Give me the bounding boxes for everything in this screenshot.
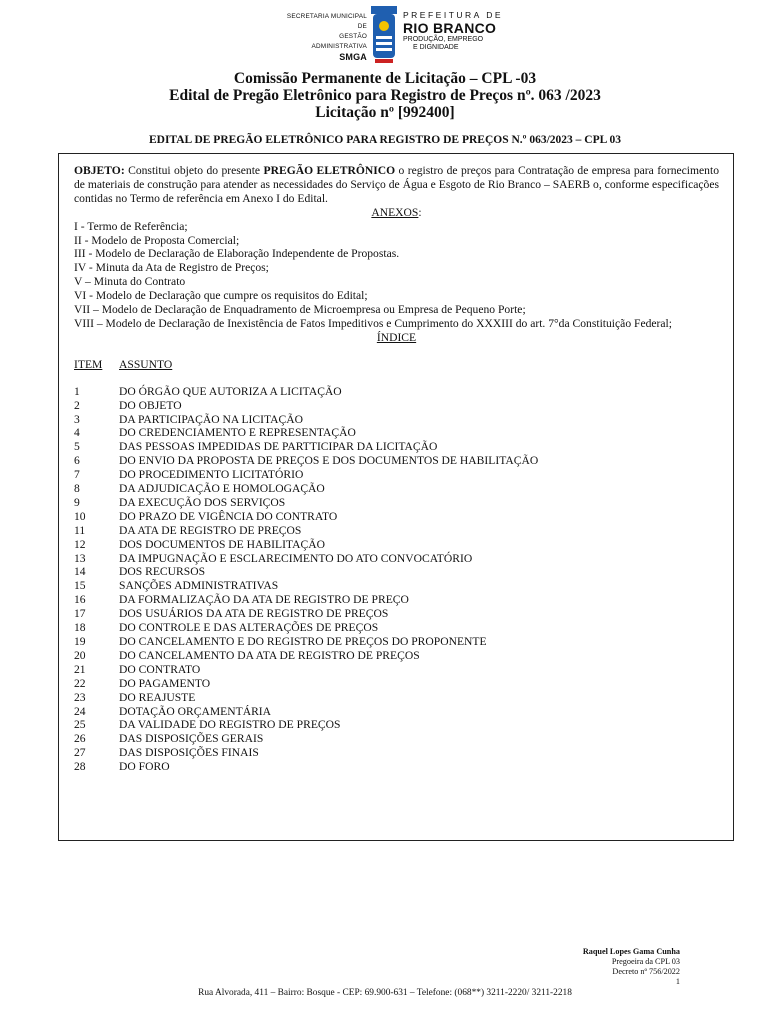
- indice-row-number: 17: [74, 607, 86, 621]
- indice-row-subject: DO ÓRGÃO QUE AUTORIZA A LICITAÇÃO: [119, 384, 342, 398]
- signer-decree: Decreto nº 756/2022: [612, 967, 680, 976]
- indice-row-number: 21: [74, 662, 86, 676]
- indice-row-subject: DA PARTICIPAÇÃO NA LICITAÇÃO: [119, 412, 304, 426]
- title-line-2: Edital de Pregão Eletrônico para Registro de Preços nº. 063 /2023: [169, 87, 601, 104]
- anexo-item: VIII – Modelo de Declaração de Inexistência de Fatos Impeditivos e Cumprimento do XXXIII do art. 7°da Constituição Federal;: [74, 316, 673, 330]
- indice-row-number: 14: [74, 565, 86, 579]
- indice-row-number: 11: [74, 523, 86, 537]
- indice-row-number: 15: [74, 579, 86, 593]
- indice-row-subject: DO CONTROLE E DAS ALTERAÇÕES DE PREÇOS: [119, 621, 379, 635]
- indice-row-subject: DO ENVIO DA PROPOSTA DE PREÇOS E DOS DOCUMENTOS DE HABILITAÇÃO: [119, 454, 539, 468]
- indice-row: [74, 399, 719, 413]
- anexo-item: VI - Modelo de Declaração que cumpre os requisitos do Edital;: [74, 289, 368, 303]
- indice-row: [74, 496, 719, 510]
- indice-row: [74, 705, 719, 719]
- signature-block: [583, 947, 680, 987]
- indice-row-number: 1: [74, 384, 80, 398]
- indice-row-number: 27: [74, 746, 86, 760]
- indice-row-subject: DA FORMALIZAÇÃO DA ATA DE REGISTRO DE PREÇO: [119, 593, 409, 607]
- indice-list: [74, 385, 719, 774]
- indice-row-subject: DO REAJUSTE: [119, 690, 196, 704]
- anexos-title-suffix: :: [418, 205, 422, 219]
- document-titles: [0, 70, 770, 121]
- indice-row: [74, 579, 719, 593]
- indice-row: [74, 677, 719, 691]
- indice-row-number: 28: [74, 760, 86, 774]
- indice-row-subject: DA IMPUGNAÇÃO E ESCLARECIMENTO DO ATO CONVOCATÓRIO: [119, 551, 473, 565]
- indice-row-number: 25: [74, 718, 86, 732]
- content-box: [58, 153, 734, 841]
- signer-role: Pregoeira da CPL 03: [611, 957, 680, 966]
- indice-row: [74, 440, 719, 454]
- indice-row-subject: DOS DOCUMENTOS DE HABILITAÇÃO: [119, 537, 325, 551]
- slogan-line-1: PRODUÇÃO, EMPREGO: [403, 36, 484, 43]
- indice-row-number: 12: [74, 537, 86, 551]
- indice-row-subject: DA EXECUÇÃO DOS SERVIÇOS: [119, 495, 286, 509]
- indice-row: [74, 552, 719, 566]
- indice-row-subject: DAS DISPOSIÇÕES GERAIS: [119, 732, 264, 746]
- indice-col-item: ITEM: [74, 357, 103, 371]
- indice-row-subject: DO CANCELAMENTO DA ATA DE REGISTRO DE PREÇOS: [119, 648, 420, 662]
- indice-row-number: 4: [74, 426, 80, 440]
- indice-row-subject: DA ATA DE REGISTRO DE PREÇOS: [119, 523, 302, 537]
- signer-name: Raquel Lopes Gama Cunha: [582, 947, 680, 956]
- indice-row-subject: DO FORO: [119, 760, 170, 774]
- indice-row-number: 20: [74, 648, 86, 662]
- title-line-3: Licitação nº [992400]: [315, 104, 455, 121]
- indice-row-number: 9: [74, 495, 80, 509]
- indice-col-assunto: ASSUNTO: [119, 357, 173, 371]
- indice-row: [74, 732, 719, 746]
- indice-row-subject: DO OBJETO: [119, 398, 182, 412]
- title-line-1: Comissão Permanente de Licitação – CPL -03: [233, 70, 537, 87]
- indice-row-number: 10: [74, 509, 86, 523]
- indice-row-subject: DOS USUÁRIOS DA ATA DE REGISTRO DE PREÇOS: [119, 607, 389, 621]
- anexos-title: ANEXOS: [371, 205, 419, 219]
- prefeitura-logo-text: [403, 10, 503, 52]
- smga-abbr: SMGA: [339, 52, 367, 62]
- indice-row-number: 6: [74, 454, 80, 468]
- indice-row-number: 19: [74, 635, 86, 648]
- indice-row: [74, 565, 719, 579]
- header-logo: [285, 6, 525, 68]
- indice-row-number: 23: [74, 690, 86, 704]
- objeto-text-2: o registro de preços para Contratação de empresa para fornecimento de materiais de construção para atender as necessidades do Serviço de Água e Esgoto de Rio Branco – SAERB o, conforme especificações contidas no Termo de referência em Anexo I do Edital.: [74, 164, 720, 205]
- indice-row: [74, 510, 719, 524]
- anexo-item: V – Minuta do Contrato: [74, 275, 186, 289]
- indice-row: [74, 621, 719, 635]
- indice-row: [74, 426, 719, 440]
- indice-row-subject: DO PROCEDIMENTO LICITATÓRIO: [119, 468, 304, 482]
- indice-row-subject: DA VALIDADE DO REGISTRO DE PREÇOS: [119, 718, 341, 732]
- indice-row-number: 7: [74, 468, 80, 482]
- indice-row: [74, 718, 719, 732]
- indice-row-number: 2: [74, 398, 80, 412]
- indice-row: [74, 524, 719, 538]
- indice-row: [74, 760, 719, 774]
- indice-row-subject: DA ADJUDICAÇÃO E HOMOLOGAÇÃO: [119, 482, 325, 496]
- indice-row-subject: DO CANCELAMENTO E DO REGISTRO DE PREÇOS DO PROPONENTE: [119, 635, 487, 648]
- indice-row-subject: DO PAGAMENTO: [119, 676, 211, 690]
- indice-row: [74, 454, 719, 468]
- page-number: 1: [675, 977, 680, 986]
- indice-row: [74, 635, 719, 649]
- indice-title: ÍNDICE: [376, 330, 417, 344]
- indice-row-number: 13: [74, 551, 86, 565]
- city-crest-icon: [371, 6, 397, 66]
- indice-row: [74, 691, 719, 705]
- smga-line-2: GESTÃO ADMINISTRATIVA: [311, 33, 367, 50]
- smga-logo-text: [285, 12, 367, 62]
- prefeitura-label: PREFEITURA DE: [403, 10, 504, 20]
- anexo-item: II - Modelo de Proposta Comercial;: [74, 233, 240, 247]
- indice-row-subject: DO CREDENCIAMENTO E REPRESENTAÇÃO: [119, 426, 356, 440]
- indice-row: [74, 593, 719, 607]
- anexos-list: [74, 220, 719, 331]
- edital-heading: EDITAL DE PREGÃO ELETRÔNICO PARA REGISTRO DE PREÇOS N.º 063/2023 – CPL 03: [148, 134, 622, 146]
- indice-row-subject: DAS PESSOAS IMPEDIDAS DE PARTTICIPAR DA LICITAÇÃO: [119, 440, 438, 454]
- indice-row: [74, 538, 719, 552]
- indice-row-number: 18: [74, 621, 86, 635]
- smga-line-1: SECRETARIA MUNICIPAL DE: [286, 13, 367, 30]
- slogan-line-2: E DIGNIDADE: [413, 44, 459, 51]
- indice-row: [74, 482, 719, 496]
- anexo-item: I - Termo de Referência;: [74, 219, 188, 233]
- indice-row-subject: DAS DISPOSIÇÕES FINAIS: [119, 746, 259, 760]
- indice-row: [74, 746, 719, 760]
- indice-row-number: 24: [74, 704, 86, 718]
- indice-row: [74, 413, 719, 427]
- indice-row: [74, 385, 719, 399]
- anexo-item: III - Modelo de Declaração de Elaboração Independente de Propostas.: [74, 247, 400, 261]
- indice-header-row: [74, 358, 719, 372]
- objeto-label: OBJETO:: [74, 164, 125, 177]
- objeto-text-1: Constitui objeto do presente: [124, 164, 264, 177]
- indice-row-number: 8: [74, 482, 80, 496]
- indice-row-subject: DOS RECURSOS: [119, 565, 206, 579]
- indice-row: [74, 607, 719, 621]
- city-name: RIO BRANCO: [403, 20, 497, 36]
- indice-row-subject: DO CONTRATO: [119, 662, 201, 676]
- indice-row-number: 16: [74, 593, 86, 607]
- indice-row-number: 3: [74, 412, 80, 426]
- indice-row: [74, 468, 719, 482]
- indice-row-number: 5: [74, 440, 80, 454]
- indice-row-number: 26: [74, 732, 86, 746]
- indice-row-subject: DOTAÇÃO ORÇAMENTÁRIA: [119, 704, 272, 718]
- footer-address: Rua Alvorada, 411 – Bairro: Bosque - CEP: 69.900-631 – Telefone: (068**) 3211-2220/ 3211-2218: [198, 988, 572, 998]
- indice-row: [74, 649, 719, 663]
- anexo-item: IV - Minuta da Ata de Registro de Preços;: [74, 261, 269, 275]
- indice-row-subject: SANÇÕES ADMINISTRATIVAS: [119, 579, 279, 593]
- indice-row-number: 22: [74, 676, 86, 690]
- anexo-item: VII – Modelo de Declaração de Enquadramento de Microempresa ou Empresa de Pequeno Porte;: [74, 303, 526, 317]
- indice-row-subject: DO PRAZO DE VIGÊNCIA DO CONTRATO: [119, 509, 338, 523]
- indice-row: [74, 663, 719, 677]
- anexos-heading: [74, 206, 719, 220]
- objeto-emphasis: PREGÃO ELETRÔNICO: [263, 164, 396, 177]
- objeto-paragraph: [74, 164, 719, 206]
